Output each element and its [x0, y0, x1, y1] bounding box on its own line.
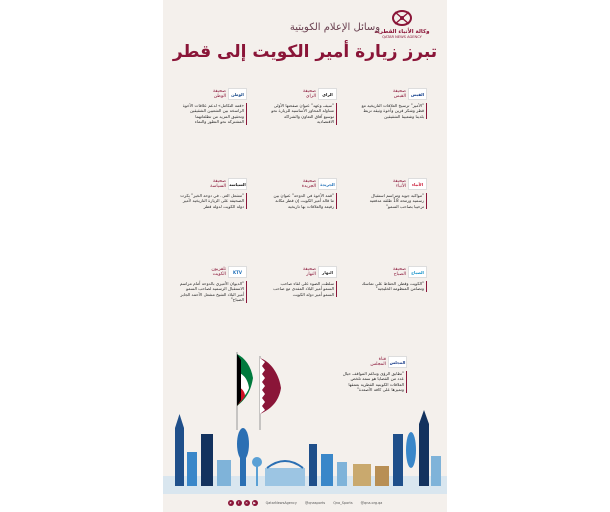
alseyassah-logo: السياسة: [228, 178, 247, 190]
card-name: الأنباء: [395, 184, 406, 189]
card-name: القبس: [393, 94, 406, 99]
card-prefix: صحيفة: [392, 266, 406, 272]
youtube-icon[interactable]: ▶: [253, 501, 256, 505]
card-prefix: صحيفة: [212, 178, 226, 184]
card-text: "الديوان الأميري بالدوحة أمام مراسم الاستقبال الرسمية لصاحب السمو أمير البلاد الشيخ مشعل الأحمد الجابر الصباح": [179, 281, 247, 303]
card-alsabah: [359, 266, 427, 292]
card-name: السياسة: [210, 184, 226, 189]
footer-handle-1[interactable]: QatarNewsAgency: [265, 501, 297, 505]
footer-handle-3[interactable]: Qna_Sports: [333, 501, 353, 505]
footer-handle-4[interactable]: @qna.org.qa: [360, 501, 383, 505]
alqabas-logo: القبس: [408, 88, 427, 100]
subtitle: وسائل الإعلام الكويتية: [289, 22, 381, 33]
card-text: «قمة التكامل» لدعم علاقات الأخوة الراسخة بين الشعبين الشقيقين وتحقيق المزيد من تطلعاتهما المشتركة نحو التطور والنماء: [179, 103, 247, 125]
card-text: "تطابق الرؤى وتناغم المواقف حيال عدد من القضايا هو سمة تلخص العلاقات الكويتية القطرية بعمقها وتميزها على كافة الأصعدة": [339, 371, 407, 393]
telegram-icon[interactable]: ➤: [229, 501, 233, 505]
card-alqabas: [359, 88, 427, 119]
card-text: سلطت الضوء على لقاء صاحب السمو أمير البلاد المفدى مع صاحب السمو أمير دولة الكويت: [269, 281, 337, 297]
card-prefix: قناة: [378, 356, 386, 362]
card-alanba: [359, 178, 427, 209]
alanba-logo: الأنباء: [408, 178, 427, 190]
aljarida-logo: الجريدة: [318, 178, 337, 190]
card-prefix: صحيفة: [302, 266, 316, 272]
card-name: النهار: [306, 272, 316, 277]
alnahar-logo: النهار: [318, 266, 337, 278]
card-prefix: صحيفة: [302, 178, 316, 184]
alsabah-logo: الصباح: [408, 266, 427, 278]
facebook-icon[interactable]: f: [236, 500, 242, 506]
page-title: تبرز زيارة أمير الكويت إلى قطر: [172, 42, 438, 62]
card-text: "سيف وعهد" عنوان صفحتها الأولى متناولة المحاور الأساسية للزيارة نحو توسيع آفاق التعاون والشراكة الاقتصادية: [269, 103, 337, 125]
card-name: الكويت: [212, 272, 226, 277]
card-almajlis: [339, 356, 407, 393]
card-alwatan: [179, 88, 247, 125]
card-text: "الأمير" ترسيخ العلاقات التاريخية مع قطر وشكر قرين وأخوة وثيقة تربط بلدينا وشعبينا الشقيقين: [359, 103, 427, 119]
card-prefix: صحيفة: [302, 88, 316, 94]
infographic-poster: [163, 0, 447, 512]
social-footer: [163, 494, 447, 512]
x-icon[interactable]: ✕: [245, 501, 249, 505]
card-name: الوطن: [213, 94, 226, 99]
card-alnahar: [269, 266, 337, 297]
card-aljarida: [269, 178, 337, 209]
card-text: "الكويت وقطر, الحفاظ على تماسك وتضامن المنظومة الخليجية": [359, 281, 427, 292]
agency-name-ar: وكالة الأنباء القطرية: [374, 29, 430, 35]
card-prefix: صحيفة: [212, 88, 226, 94]
card-prefix: تلفزيون: [211, 266, 226, 272]
card-name: الجريدة: [301, 184, 316, 189]
card-text: "مواكبة جوية ومراسم استقبال رسمية ورمحة 18 طلقة مدفعية ترحيبا بصاحب السمو": [359, 193, 427, 209]
card-alseyassah: [179, 178, 247, 209]
kuwait-tv-logo: KTV: [228, 266, 247, 278]
card-name: المجلس: [370, 362, 386, 367]
card-alrai: [269, 88, 337, 125]
card-name: الصباح: [393, 272, 406, 277]
card-prefix: صحيفة: [392, 178, 406, 184]
alwatan-logo: الوطن: [228, 88, 247, 100]
agency-name-en: QATAR NEWS AGENCY: [382, 35, 422, 39]
footer-handle-2[interactable]: @qnasports: [304, 501, 326, 505]
almajlis-logo: المجلس: [388, 356, 407, 368]
card-prefix: صحيفة: [392, 88, 406, 94]
card-text: "قمة الأخوة في الدوحة" عنوان بين ما قاله أمير الكويت إن قطر مكانة رفيعة والعلاقات بها تاريخية: [269, 193, 337, 209]
social-icons: [228, 500, 258, 506]
card-text: "مشعل العز.. في دوحة الخير" بكرت الصحيفة على الزيارة التاريخية لأمير دولة الكويت لدولة قطر: [179, 193, 247, 209]
city-skyline-illustration: [163, 394, 447, 494]
alrai-logo: الراي: [318, 88, 337, 100]
card-kuwait-tv: [179, 266, 247, 303]
card-name: الراي: [305, 94, 316, 99]
